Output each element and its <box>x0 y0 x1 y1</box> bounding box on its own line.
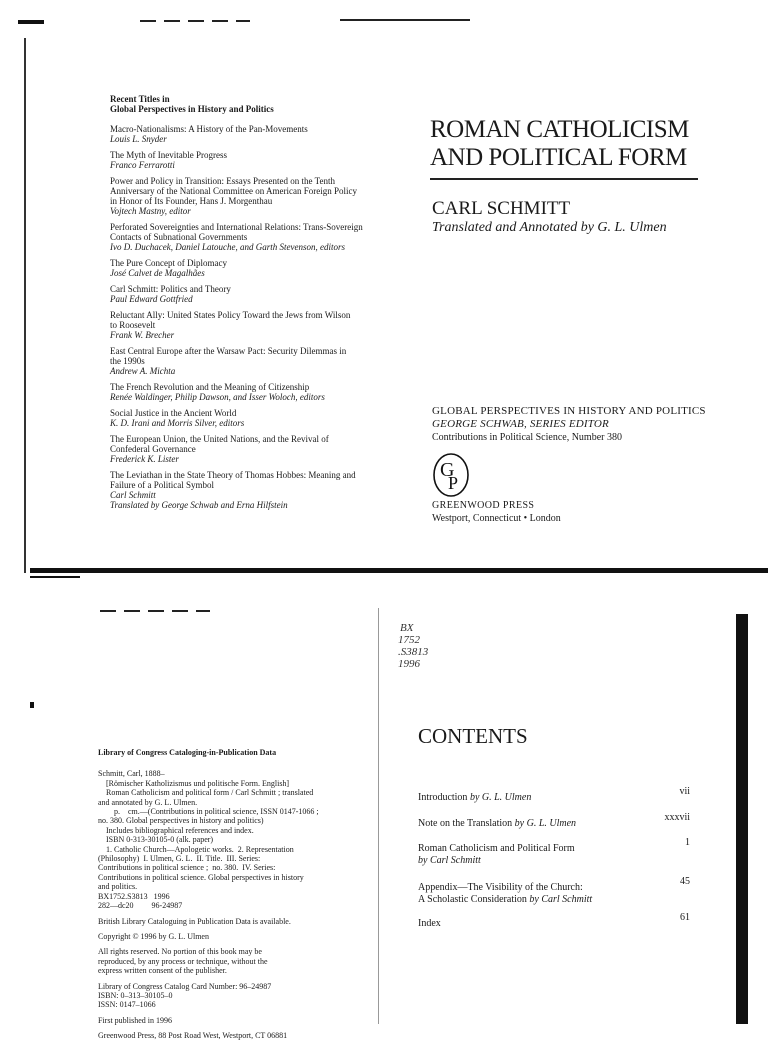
contents-heading: CONTENTS <box>418 724 528 748</box>
page-divider-band <box>30 568 768 573</box>
cip-record-line: ISBN 0-313-30105-0 (alk. paper) <box>98 835 214 845</box>
cip-record-line: BX1752.S3813 1996 <box>98 891 170 901</box>
british-library-note: British Library Cataloguing in Publication Data is available. <box>98 916 291 926</box>
series-item-title-line: Confederal Governance <box>110 444 196 454</box>
series-item-author: Frederick K. Lister <box>110 454 179 464</box>
cip-record <box>98 769 368 910</box>
series-list-item <box>110 150 380 170</box>
publisher-logo <box>432 452 470 498</box>
series-list-item <box>110 434 380 464</box>
series-item-author: José Calvet de Magalhães <box>110 268 205 278</box>
series-items <box>110 124 380 510</box>
cip-block <box>98 748 368 1047</box>
series-item-author: Vojtech Mastny, editor <box>110 206 191 216</box>
toc-page-number: vii <box>679 786 690 797</box>
gutter-line <box>378 608 379 1024</box>
series-item-title-line: Anniversary of the National Committee on American Foreign Policy <box>110 186 357 196</box>
page-divider-band-thin <box>30 576 80 578</box>
cip-record-line: Contributions in political science ; no. 380. IV. Series: <box>98 863 276 873</box>
cip-title: Library of Congress Cataloging-in-Publication Data <box>98 748 277 757</box>
cip-record-line: Schmitt, Carl, 1888– <box>98 769 165 779</box>
cip-record-line: 1. Catholic Church—Apologetic works. 2. Representation <box>98 844 294 854</box>
logo-letter-p: P <box>448 473 459 493</box>
scan-dash-line <box>140 20 250 22</box>
series-item-title-line: Reluctant Ally: United States Policy Toward the Jews from Wilson <box>110 310 351 320</box>
toc-entry <box>418 812 690 830</box>
series-item-author: K. D. Irani and Morris Silver, editors <box>110 418 245 428</box>
series-item-title-line: East Central Europe after the Warsaw Pact: Security Dilemmas in <box>110 346 347 356</box>
series-list-item <box>110 124 380 144</box>
series-item-author: Louis L. Snyder <box>110 134 167 144</box>
series-item-title-line: Perforated Sovereignties and International Relations: Trans-Sovereign <box>110 222 363 232</box>
series-item-title-line: The Leviathan in the State Theory of Thomas Hobbes: Meaning and <box>110 470 356 480</box>
series-heading: Recent Titles in Global Perspectives in History and Politics <box>110 94 274 114</box>
publisher-location: Westport, Connecticut • London <box>432 513 561 524</box>
cip-record-line: Includes bibliographical references and index. <box>98 825 254 835</box>
series-item-title-line: Contacts of Subnational Governments <box>110 232 248 242</box>
first-published: First published in 1996 <box>98 1015 173 1025</box>
cip-record-line: Contributions in political science. Global perspectives in history <box>98 872 304 882</box>
series-item-title-line: in Honor of Its Founder, Hans J. Morgenthau <box>110 196 273 206</box>
toc-entry-author: by Carl Schmitt <box>418 855 481 866</box>
series-item-title-line: Failure of a Political Symbol <box>110 480 214 490</box>
toc-entry <box>418 786 690 804</box>
toc-entry-author: by Carl Schmitt <box>529 894 593 905</box>
series-name: GLOBAL PERSPECTIVES IN HISTORY AND POLITICS <box>432 405 706 417</box>
series-list-item <box>110 408 380 428</box>
book-author: CARL SCHMITT <box>432 198 571 219</box>
cip-record-line: no. 380. Global perspectives in history and politics) <box>98 816 264 826</box>
series-number: Contributions in Political Science, Number 380 <box>432 432 622 443</box>
cip-record-line: and annotated by G. L. Ulmen. <box>98 797 198 807</box>
scan-edge-mark <box>18 20 44 24</box>
series-item-title-line: The French Revolution and the Meaning of Citizenship <box>110 382 310 392</box>
series-item-title-line: The Myth of Inevitable Progress <box>110 150 227 160</box>
series-item-title-line: Power and Policy in Transition: Essays Presented on the Tenth <box>110 176 335 186</box>
title-rule <box>430 178 698 180</box>
copyright-line: Copyright © 1996 by G. L. Ulmen <box>98 931 209 941</box>
toc-page-number: 61 <box>680 912 690 923</box>
series-item-author: Frank W. Brecher <box>110 330 175 340</box>
series-item-title-line: The Pure Concept of Diplomacy <box>110 258 227 268</box>
toc-entry-title: Introduction <box>418 792 468 803</box>
toc-entry-title-cont: A Scholastic Consideration <box>418 894 527 905</box>
rights-notice: All rights reserved. No portion of this book may be reproduced, by any process or technique, without the express written consent of the publisher. <box>98 947 268 976</box>
series-list-item <box>110 346 380 376</box>
cip-record-line: (Philosophy) I. Ulmen, G. L. II. Title. III. Series: <box>98 854 261 864</box>
series-editor: GEORGE SCHWAB, SERIES EDITOR <box>432 418 609 430</box>
cip-record-line: and politics. <box>98 882 138 892</box>
left-dot <box>30 702 34 708</box>
series-list-item <box>110 310 380 340</box>
logo-letter-g: G <box>440 459 455 481</box>
publisher-address: Greenwood Press, 88 Post Road West, Westport, CT 06881 <box>98 1031 288 1041</box>
series-item-author: Andrew A. Michta <box>110 366 176 376</box>
toc-entry-title: Appendix—The Visibility of the Church: <box>418 882 583 893</box>
series-item-translator: Translated by George Schwab and Erna Hilfstein <box>110 500 288 510</box>
series-item-title-line: Macro-Nationalisms: A History of the Pan-Movements <box>110 124 308 134</box>
book-title: ROMAN CATHOLICISM AND POLITICAL FORM <box>430 116 689 171</box>
series-item-author: Franco Ferrarotti <box>110 160 175 170</box>
cip-record-line: [Römischer Katholizismus und politische Form. English] <box>98 778 290 788</box>
series-item-title-line: The European Union, the United Nations, and the Revival of <box>110 434 329 444</box>
toc-page-number: 45 <box>680 876 690 887</box>
publisher-name: GREENWOOD PRESS <box>432 500 535 511</box>
series-list-item <box>110 176 380 216</box>
translator-line: Translated and Annotated by G. L. Ulmen <box>432 220 667 235</box>
handwritten-call-number: BX 1752 .S3813 1996 <box>398 622 429 670</box>
scan-top-rule <box>340 19 470 21</box>
cip-record-line: p. cm.—(Contributions in political science, ISSN 0147-1066 ; <box>98 807 319 817</box>
toc-entry-author: by G. L. Ulmen <box>514 818 577 829</box>
toc-page-number: xxxvii <box>664 812 690 823</box>
series-list-item <box>110 258 380 278</box>
catalog-numbers: Library of Congress Catalog Card Number: 96–24987 ISBN: 0–313–30105–0 ISSN: 0147–1066 <box>98 981 272 1010</box>
series-list-item <box>110 470 380 510</box>
cip-record-line: Roman Catholicism and political form / Carl Schmitt ; translated <box>98 788 314 798</box>
toc-entry <box>418 912 690 930</box>
toc-entry <box>418 876 690 906</box>
toc-entry-author: by G. L. Ulmen <box>469 792 532 803</box>
series-list-item <box>110 284 380 304</box>
toc-entry <box>418 837 690 867</box>
series-item-author: Paul Edward Gottfried <box>110 294 193 304</box>
cip-record-line: 282—dc20 96-24987 <box>98 901 183 911</box>
series-item-author: Carl Schmitt <box>110 490 156 500</box>
series-list <box>110 94 380 516</box>
toc-entry-title: Note on the Translation <box>418 818 513 829</box>
right-edge-band <box>736 614 748 1024</box>
series-item-title-line: to Roosevelt <box>110 320 156 330</box>
series-item-author: Renée Waldinger, Philip Dawson, and Isser Woloch, editors <box>110 392 325 402</box>
toc-entry-title: Roman Catholicism and Political Form <box>418 843 575 854</box>
toc-entry-title: Index <box>418 918 441 929</box>
page-left-border <box>24 38 26 573</box>
scan-dash-line-2 <box>100 610 210 612</box>
series-item-title-line: the 1990s <box>110 356 145 366</box>
toc-page-number: 1 <box>685 837 690 848</box>
series-item-title-line: Carl Schmitt: Politics and Theory <box>110 284 231 294</box>
series-item-title-line: Social Justice in the Ancient World <box>110 408 237 418</box>
series-item-author: Ivo D. Duchacek, Daniel Latouche, and Garth Stevenson, editors <box>110 242 345 252</box>
series-list-item <box>110 222 380 252</box>
series-list-item <box>110 382 380 402</box>
